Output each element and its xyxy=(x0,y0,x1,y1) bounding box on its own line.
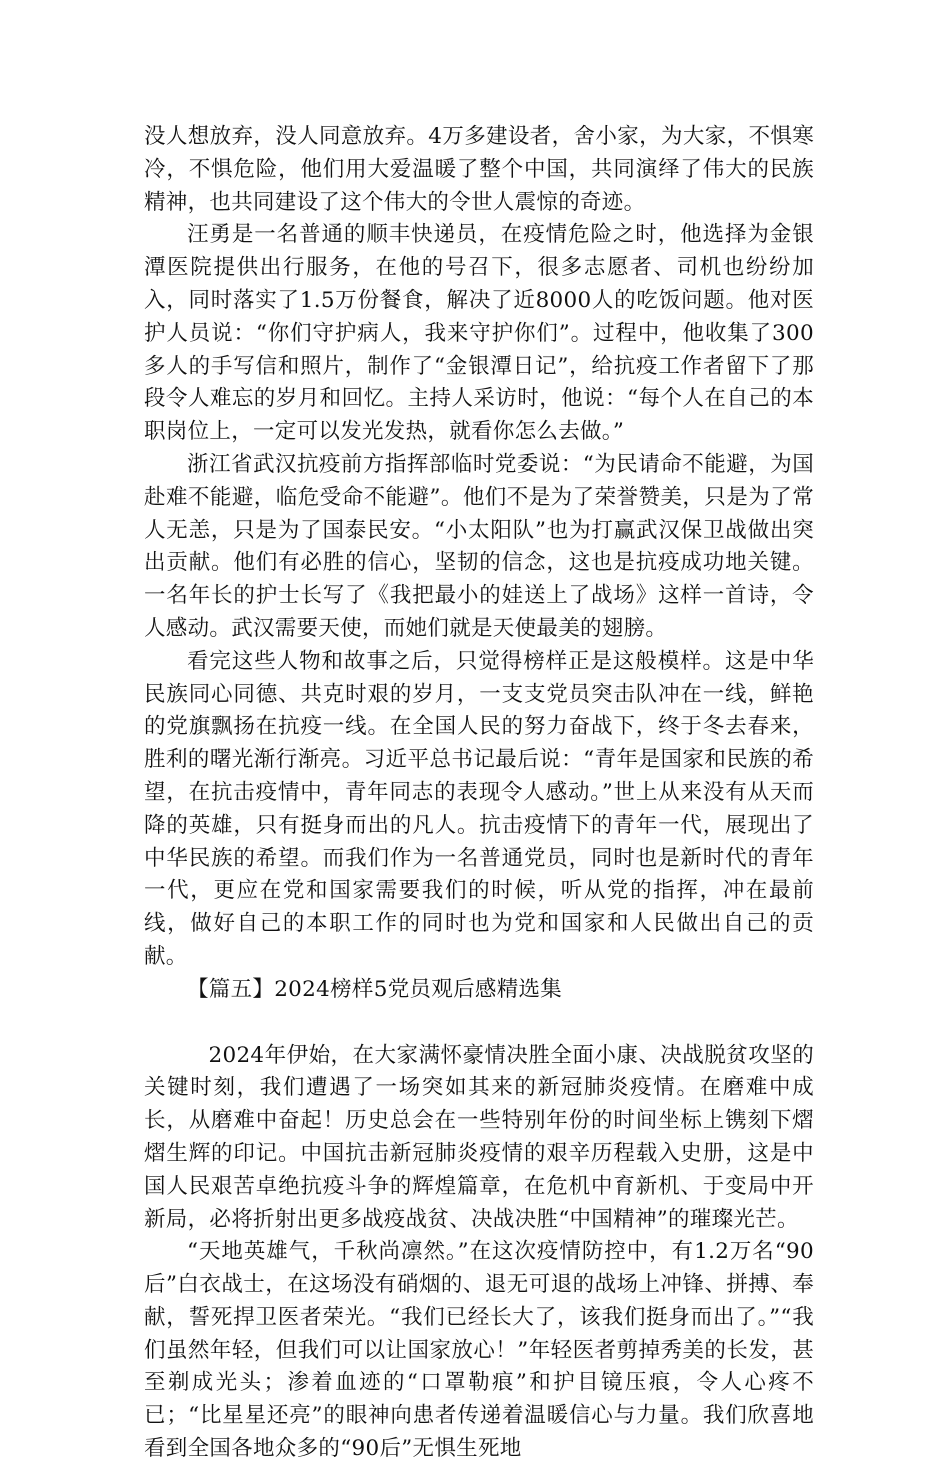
paragraph-wang-yong: 汪勇是一名普通的顺丰快递员，在疫情危险之时，他选择为金银潭医院提供出行服务，在他的号召下，很多志愿者、司机也纷纷加入，同时落实了1.5万份餐食，解决了近8000人的吃饭问题。他对医护人员说：“你们守护病人，我来守护你们”。过程中，他收集了300多人的手写信和照片，制作了“金银潭日记”，给抗疫工作者留下了那段令人难忘的岁月和回忆。主持人采访时，他说：“每个人在自己的本职岗位上，一定可以发光发热，就看你怎么去做。” xyxy=(144,222,814,445)
section-title: 【篇五】2024榜样5党员观后感精选集 xyxy=(187,976,563,1002)
section-gap xyxy=(144,1007,814,1040)
paragraph-2024-opening: 2024年伊始，在大家满怀豪情决胜全面小康、决战脱贫攻坚的关键时刻，我们遭遇了一场突如其来的新冠肺炎疫情。在磨难中成长，从磨难中奋起！历史总会在一些特别年份的时间坐标上镌刻下熠熠生辉的印记。中国抗击新冠肺炎疫情的艰辛历程载入史册，这是中国人民艰苦卓绝抗疫斗争的辉煌篇章，在危机中育新机、于变局中开新局，必将折射出更多战疫战贫、决战决胜“中国精神”的璀璨光芒。 xyxy=(144,1042,814,1232)
document-body xyxy=(144,121,814,1466)
paragraph-zhejiang-party-committee: 浙江省武汉抗疫前方指挥部临时党委说：“为民请命不能避，为国赴难不能避，临危受命不能避”。他们不是为了荣誉赞美，只是为了常人无恙，只是为了国泰民安。“小太阳队”也为打赢武汉保卫战做出突出贡献。他们有必胜的信心，坚韧的信念，这也是抗疫成功地关键。一名年长的护士长写了《我把最小的娃送上了战场》这样一首诗，令人感动。武汉需要天使，而她们就是天使最美的翅膀。 xyxy=(144,451,814,641)
paragraph-continuation: 没人想放弃，没人同意放弃。4万多建设者，舍小家，为大家，不惧寒冷，不惧危险，他们用大爱温暖了整个中国，共同演绎了伟大的民族精神，也共同建设了这个伟大的令世人震惊的奇迹。 xyxy=(144,124,814,215)
paragraph-role-models: 看完这些人物和故事之后，只觉得榜样正是这般模样。这是中华民族同心同德、共克时艰的岁月，一支支党员突击队冲在一线，鲜艳的党旗飘扬在抗疫一线。在全国人民的努力奋战下，终于冬去春来，胜利的曙光渐行渐亮。习近平总书记最后说：“青年是国家和民族的希望，在抗击疫情中，青年同志的表现令人感动。”世上从来没有从天而降的英雄，只有挺身而出的凡人。抗击疫情下的青年一代，展现出了中华民族的希望。而我们作为一名普通党员，同时也是新时代的青年一代，更应在党和国家需要我们的时候，听从党的指挥，冲在最前线，做好自己的本职工作的同时也为党和国家和人民做出自己的贡献。 xyxy=(144,648,814,969)
paragraph-heroes: “天地英雄气，千秋尚凛然。”在这次疫情防控中，有1.2万名“90后”白衣战士，在这场没有硝烟的、退无可退的战场上冲锋、拼搏、奉献，誓死捍卫医者荣光。“我们已经长大了，该我们挺身而出了。”“我们虽然年轻，但我们可以让国家放心！”年轻医者剪掉秀美的长发，甚至剃成光头；渗着血迹的“口罩勒痕”和护目镜压痕，令人心疼不已；“比星星还亮”的眼神向患者传递着温暖信心与力量。我们欣喜地看到全国各地众多的“90后”无惧生死地 xyxy=(144,1239,814,1462)
